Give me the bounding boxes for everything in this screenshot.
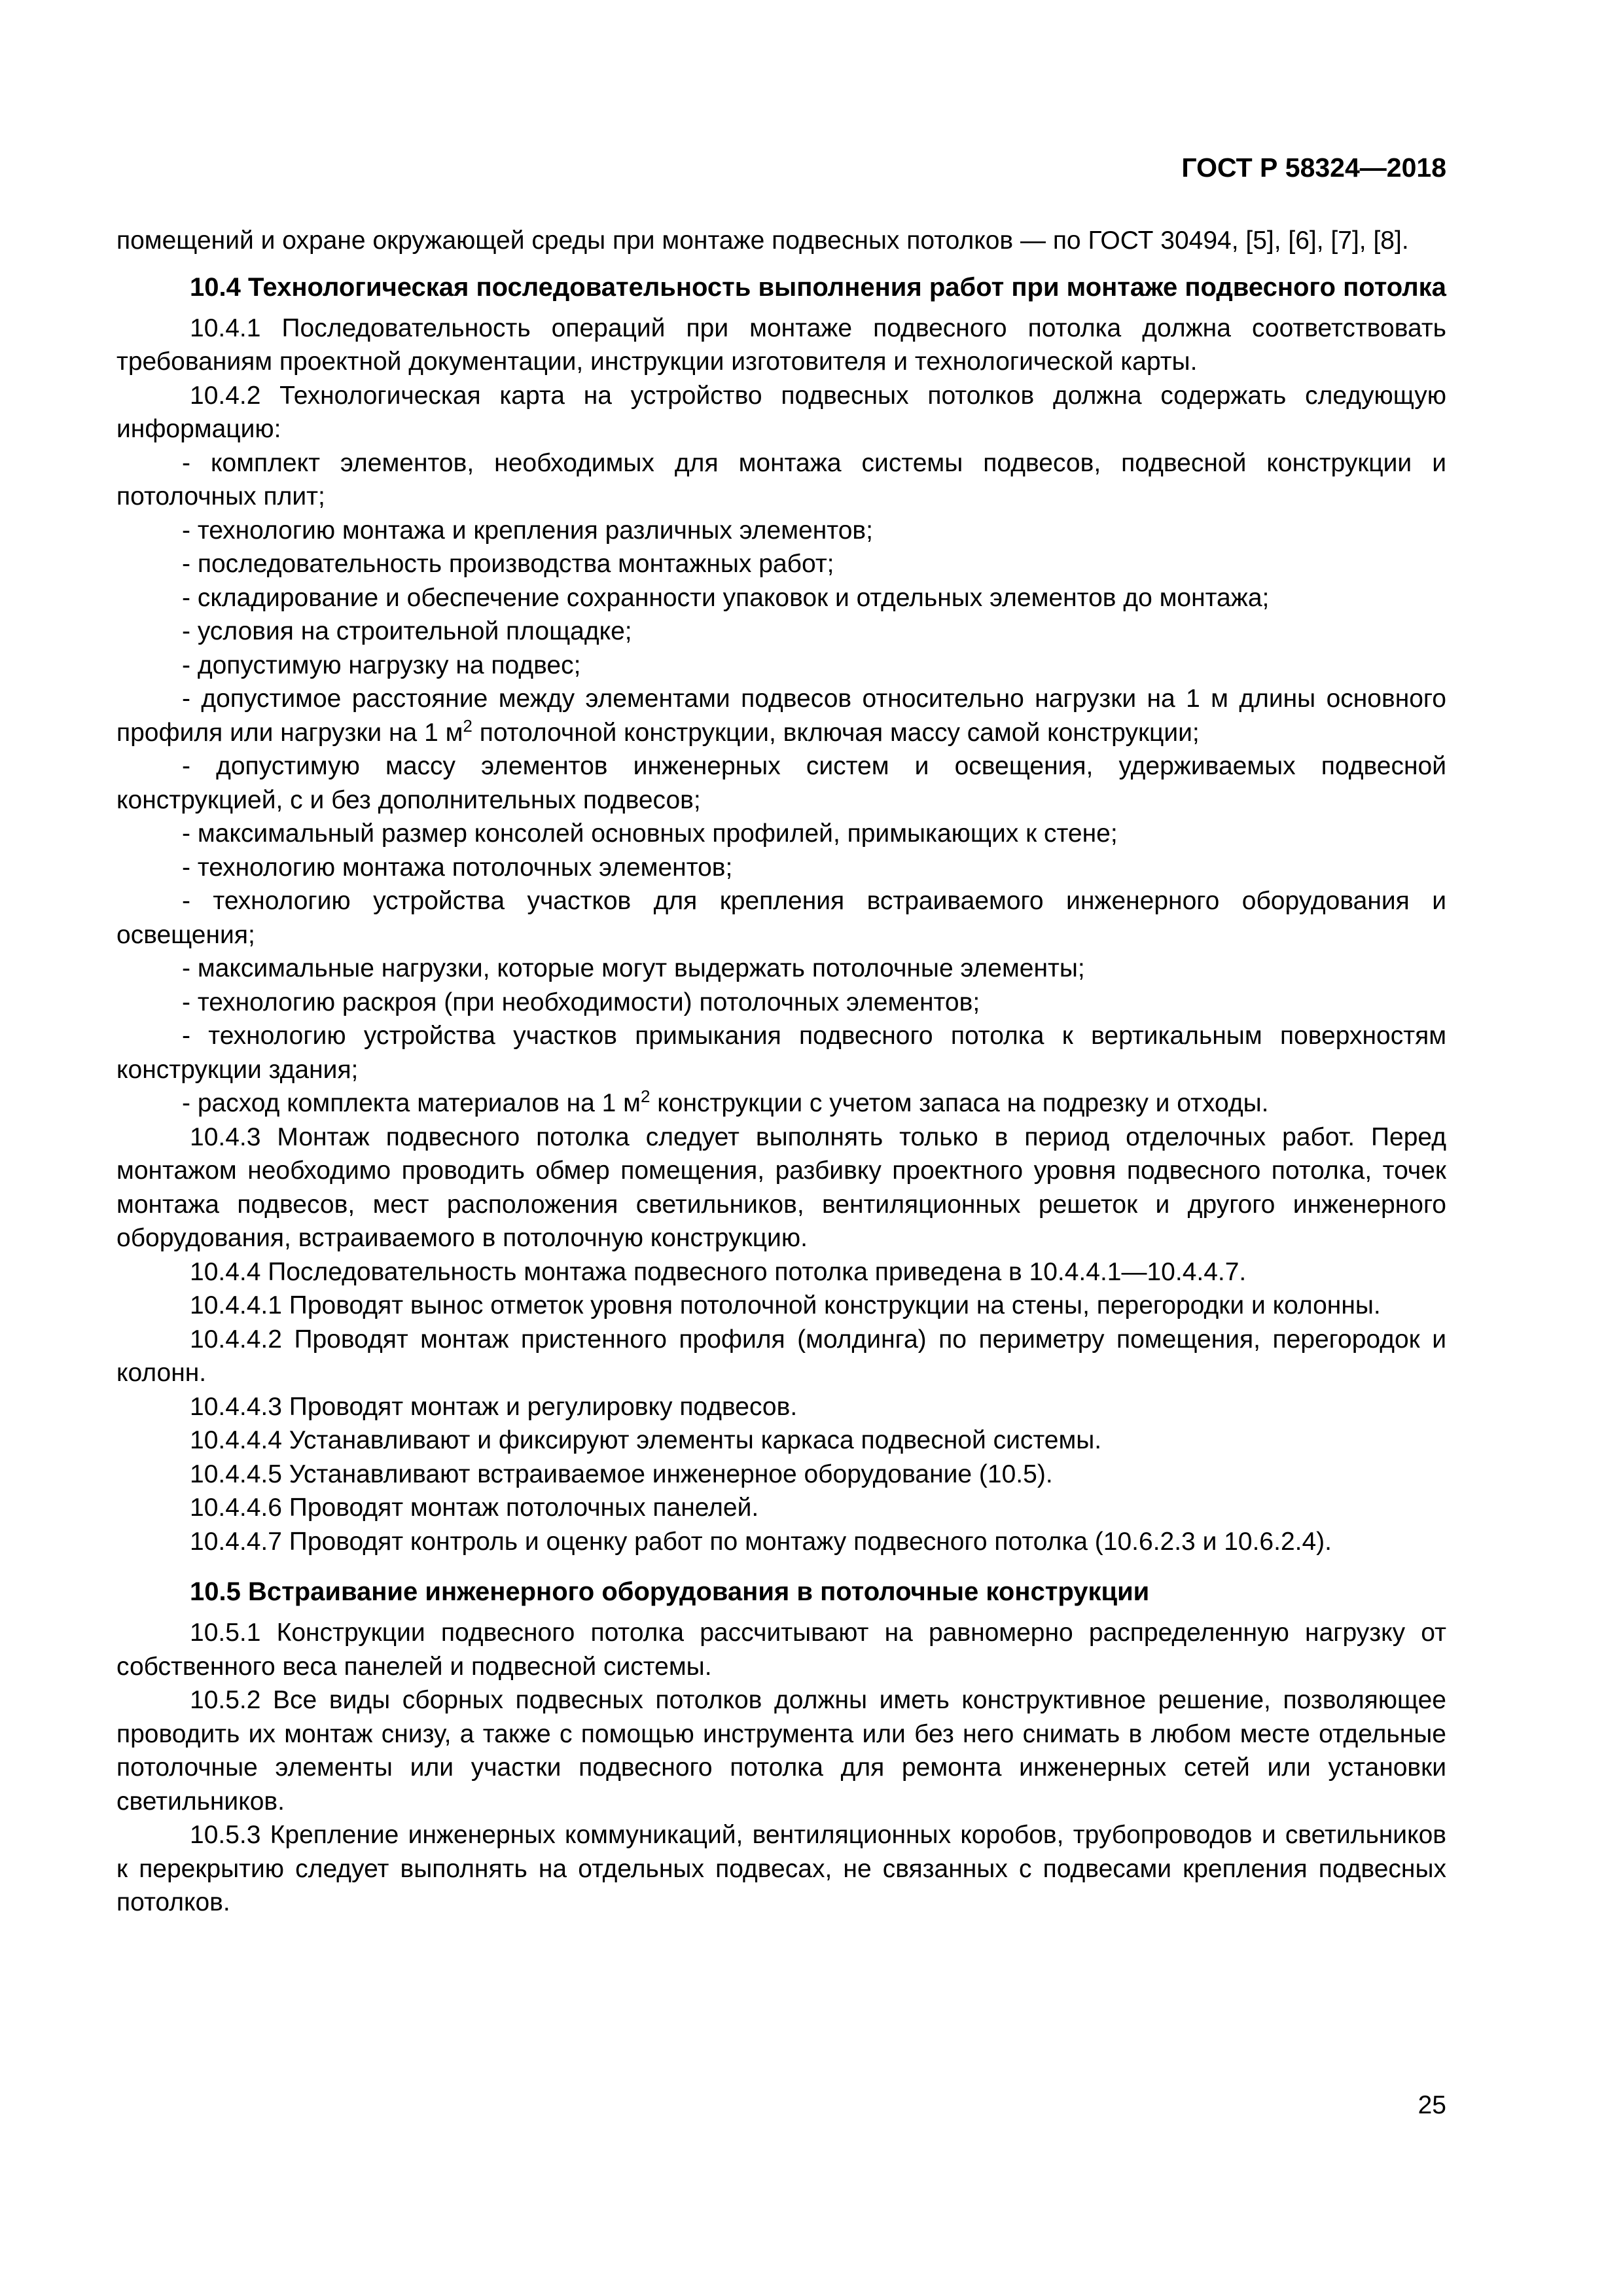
paragraph-10-4-4-3: 10.4.4.3 Проводят монтаж и регулировку подвесов.: [190, 1392, 798, 1421]
list-item: - комплект элементов, необходимых для монтажа системы подвесов, подвесной конструкции и потолочных плит;: [116, 448, 1446, 511]
list-item: - допустимую массу элементов инженерных систем и освещения, удерживаемых подвесной конструкцией, с и без дополнительных подвесов;: [116, 752, 1446, 814]
paragraph-10-4-4-6: 10.4.4.6 Проводят монтаж потолочных панелей.: [190, 1494, 759, 1522]
superscript: 2: [640, 1086, 651, 1106]
intro-paragraph: помещений и охране окружающей среды при монтаже подвесных потолков — по ГОСТ 30494, [5], [6], [7], [8].: [116, 226, 1409, 255]
document-code: ГОСТ Р 58324—2018: [1181, 152, 1446, 183]
paragraph-10-5-1: 10.5.1 Конструкции подвесного потолка рассчитывают на равномерно распределенную нагрузку от собственного веса панелей и подвесной системы.: [116, 1619, 1446, 1681]
list-item-text: конструкции с учетом запаса на подрезку и отходы.: [650, 1089, 1269, 1117]
list-item: - технологию раскроя (при необходимости) потолочных элементов;: [182, 988, 980, 1016]
paragraph-10-4-4-7: 10.4.4.7 Проводят контроль и оценку работ по монтажу подвесного потолка (10.6.2.3 и 10.6.2.4).: [190, 1527, 1332, 1556]
list-item: [116, 682, 1446, 749]
paragraph-10-4-4-4: 10.4.4.4 Устанавливают и фиксируют элементы каркаса подвесной системы.: [190, 1426, 1102, 1454]
list-item: - технологию монтажа и крепления различных элементов;: [182, 516, 873, 545]
list-item: - условия на строительной площадке;: [182, 617, 632, 645]
list-item: - технологию монтажа потолочных элементов;: [182, 853, 733, 882]
superscript: 2: [463, 715, 473, 736]
list-item-text: потолочной конструкции, включая массу самой конструкции;: [472, 718, 1200, 747]
page-number: 25: [1418, 2091, 1446, 2119]
paragraph-10-4-3: 10.4.3 Монтаж подвесного потолка следует выполнять только в период отделочных работ. Перед монтажом необходимо проводить обмер помещения, разбивку проектного уровня подвесного потолка, точек монтажа подвесов, мест расположения светильников, вентиляционных решеток и другого инженерного оборудования, встраиваемого в потолочную конструкцию.: [116, 1122, 1446, 1252]
list-item: - последовательность производства монтажных работ;: [182, 550, 834, 578]
paragraph-10-4-4-2: 10.4.4.2 Проводят монтаж пристенного профиля (молдинга) по периметру помещения, перегородок и колонн.: [116, 1325, 1446, 1387]
paragraph-10-5-3: 10.5.3 Крепление инженерных коммуникаций, вентиляционных коробов, трубопроводов и светильников к перекрытию следует выполнять на отдельных подвесах, не связанных с подвесами крепления подвесных потолков.: [116, 1821, 1446, 1916]
paragraph-10-4-4-1: 10.4.4.1 Проводят вынос отметок уровня потолочной конструкции на стены, перегородки и колонны.: [190, 1291, 1381, 1319]
paragraph-10-4-1: 10.4.1 Последовательность операций при монтаже подвесного потолка должна соответствовать требованиям проектной документации, инструкции изготовителя и технологической карты.: [116, 314, 1446, 376]
list-item-text: - допустимое расстояние между элементами подвесов относительно нагрузки на 1 м длины основного профиля или нагрузки на 1 м: [116, 685, 1446, 747]
list-item: - максимальный размер консолей основных профилей, примыкающих к стене;: [182, 819, 1118, 848]
paragraph-10-5-2: 10.5.2 Все виды сборных подвесных потолков должны иметь конструктивное решение, позволяющее проводить их монтаж снизу, а также с помощью инструмента или без него снимать в любом месте отдельные потолочные элементы или участки подвесного потолка для ремонта инженерных сетей или установки светильников.: [116, 1686, 1446, 1816]
page-body: [116, 224, 1446, 1920]
list-item: - технологию устройства участков для крепления встраиваемого инженерного оборудования и освещения;: [116, 887, 1446, 949]
list-item: - максимальные нагрузки, которые могут выдержать потолочные элементы;: [182, 954, 1085, 982]
section-10-5-heading: 10.5 Встраивание инженерного оборудования в потолочные конструкции: [190, 1577, 1150, 1606]
list-item: - технологию устройства участков примыкания подвесного потолка к вертикальным поверхностям конструкции здания;: [116, 1022, 1446, 1084]
list-item: [116, 1086, 1446, 1121]
list-item: - допустимую нагрузку на подвес;: [182, 651, 581, 679]
section-10-4-heading: 10.4 Технологическая последовательность выполнения работ при монтаже подвесного потолка: [190, 272, 1446, 302]
list-item: - складирование и обеспечение сохранности упаковок и отдельных элементов до монтажа;: [182, 583, 1270, 612]
paragraph-10-4-4: 10.4.4 Последовательность монтажа подвесного потолка приведена в 10.4.4.1—10.4.4.7.: [190, 1257, 1247, 1286]
paragraph-10-4-4-5: 10.4.4.5 Устанавливают встраиваемое инженерное оборудование (10.5).: [190, 1460, 1053, 1488]
paragraph-10-4-2: 10.4.2 Технологическая карта на устройство подвесных потолков должна содержать следующую информацию:: [116, 381, 1446, 443]
list-item-text: - расход комплекта материалов на 1 м: [182, 1089, 641, 1117]
